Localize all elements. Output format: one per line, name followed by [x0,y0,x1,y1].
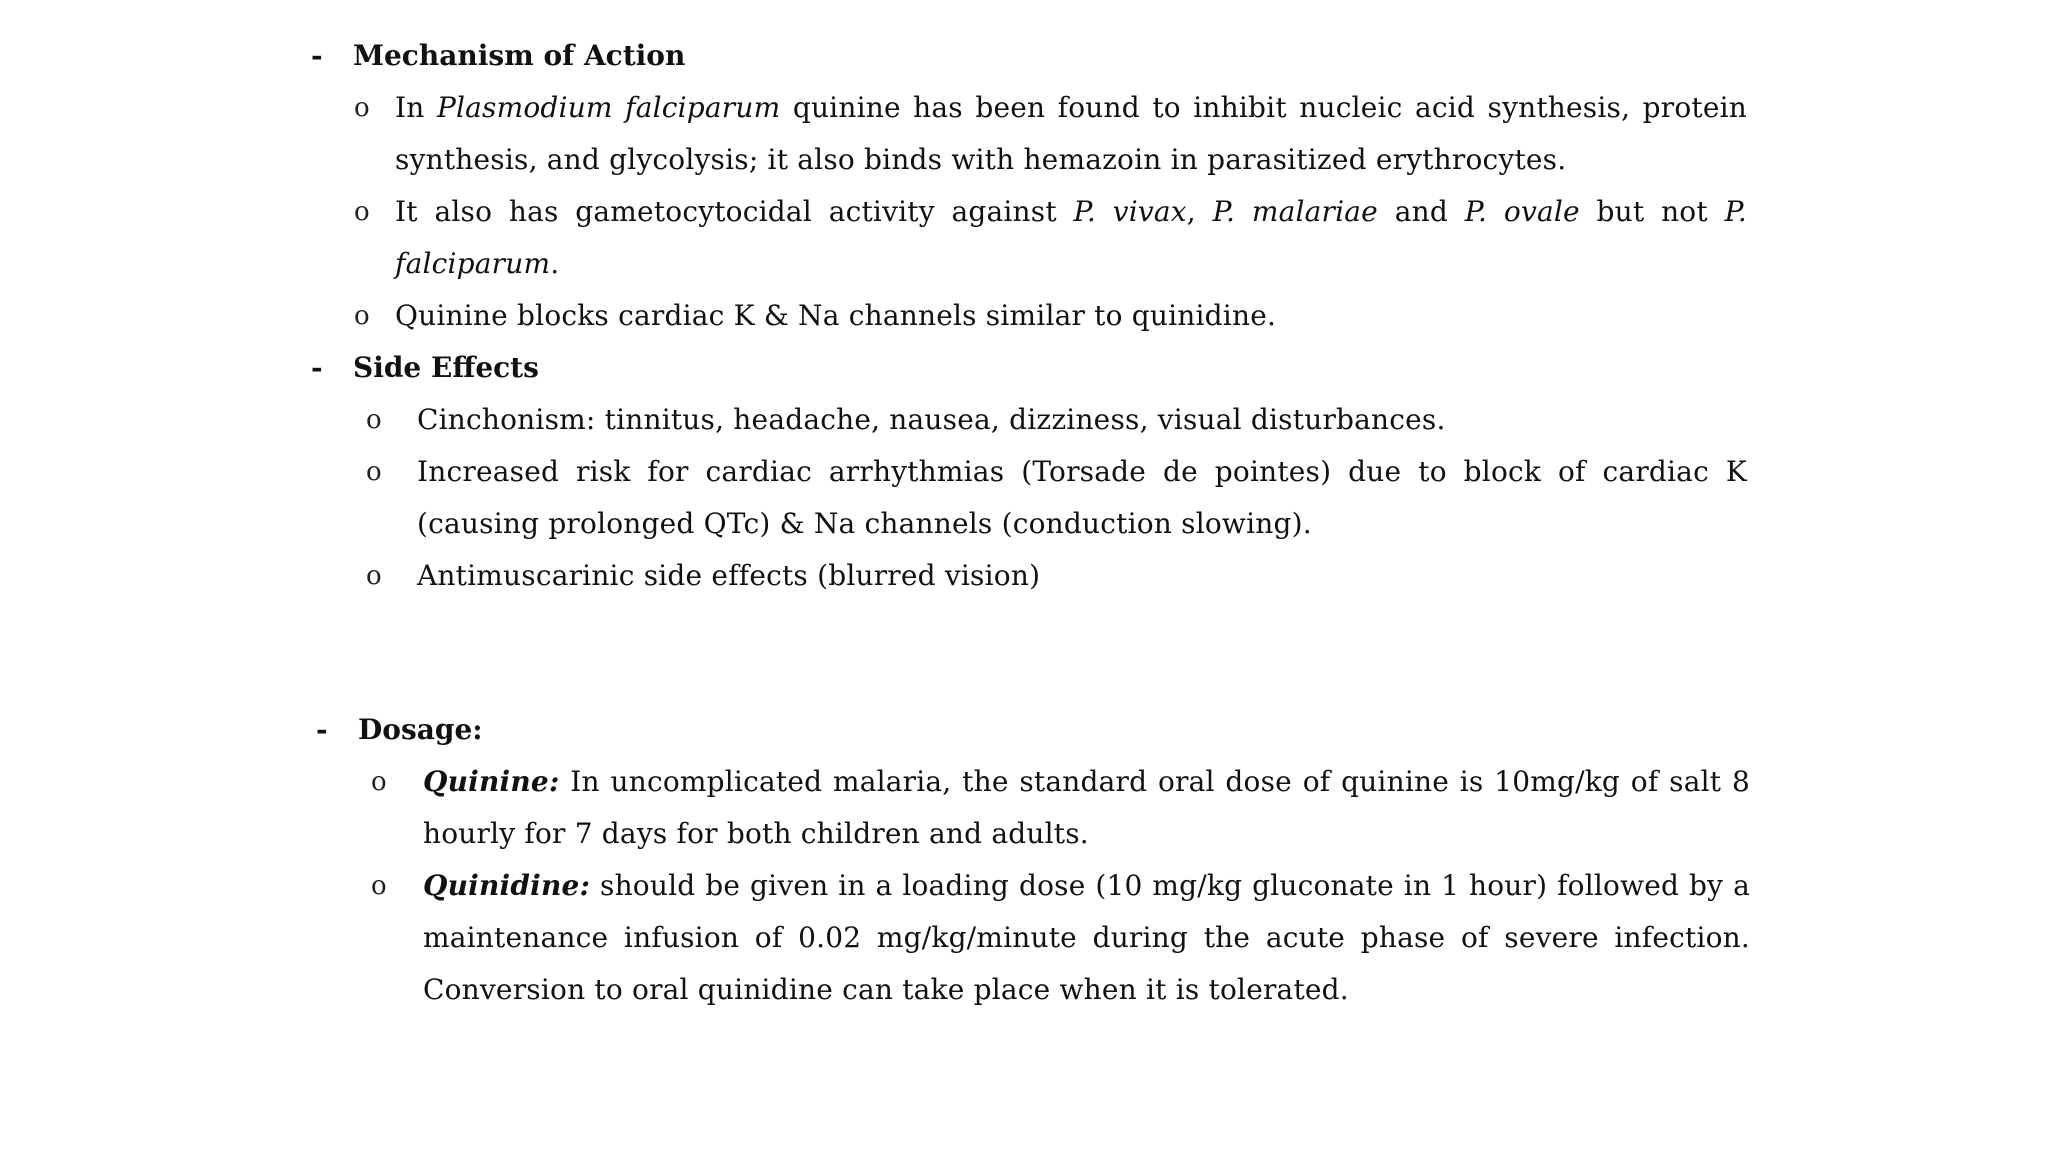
section-title-side-effects: Side Effects [353,351,539,384]
italic-run: Plasmodium falciparum [436,91,781,124]
bullet-marker: o [366,457,382,487]
text-run: and [1377,195,1465,228]
section-title-dosage: Dosage: [358,713,483,746]
text-run: , [1186,195,1213,228]
text-run: Cinchonism: tinnitus, headache, nausea, dizziness, visual disturbances. [417,403,1446,436]
list-item [417,394,1747,446]
italic-run: P. vivax [1073,195,1187,228]
bullet-marker: o [366,561,382,591]
italic-run: P. ovale [1464,195,1580,228]
item-label: Quinidine: [423,869,591,902]
item-label: Quinine: [423,765,560,798]
text-run: In uncomplicated malaria, the standard oral dose of quinine is 10mg/kg of salt 8 hourly for 7 days for both children and adults. [423,765,1750,850]
section-title-mechanism: Mechanism of Action [353,39,686,72]
section-dash: - [311,39,323,72]
section-dash: - [316,713,328,746]
text-run: . [550,247,560,280]
bullet-marker: o [354,197,370,227]
text-run: Antimuscarinic side effects (blurred vision) [417,559,1041,592]
text-run: In [395,91,437,124]
list-item [395,290,1747,342]
list-item [417,446,1747,550]
text-run: Increased risk for cardiac arrhythmias (Torsade de pointes) due to block of cardiac K (causing prolonged QTc) & Na channels (conduction slowing). [417,455,1747,540]
italic-run: P. malariae [1212,195,1378,228]
text-run: quinine has been found to inhibit nucleic acid synthesis, protein synthesis, and glycolysis; it also binds with hemazoin in parasitized erythrocytes. [395,91,1747,176]
text-run: but not [1579,195,1725,228]
bullet-marker: o [366,405,382,435]
bullet-marker: o [354,301,370,331]
text-run: It also has gametocytocidal activity against [395,195,1074,228]
section-dash: - [311,351,323,384]
bullet-marker: o [371,871,387,901]
bullet-marker: o [371,767,387,797]
text-run: Quinine blocks cardiac K & Na channels similar to quinidine. [395,299,1277,332]
bullet-marker: o [354,93,370,123]
list-item [395,82,1747,186]
list-item [423,860,1750,1016]
list-item [395,186,1747,290]
text-run: should be given in a loading dose (10 mg/kg gluconate in 1 hour) followed by a maintenance infusion of 0.02 mg/kg/minute during the acute phase of severe infection. Conversion to oral quinidine can take place when it is tolerated. [423,869,1750,1006]
list-item [423,756,1750,860]
list-item [417,550,1747,602]
italic-run: P. falciparum [395,195,1748,280]
